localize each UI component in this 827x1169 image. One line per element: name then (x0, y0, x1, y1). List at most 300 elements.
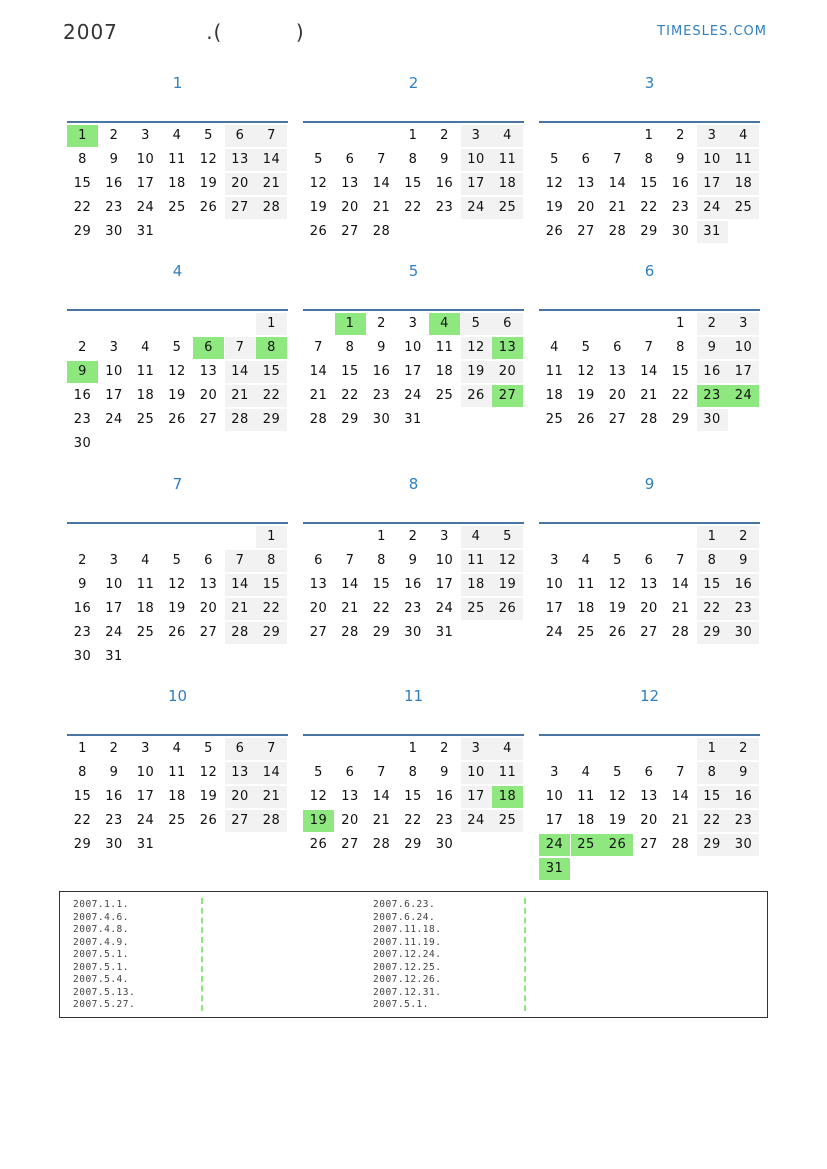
day-cell: 23 (372, 388, 391, 403)
month-grid (303, 734, 524, 852)
day-cell: 1 (408, 128, 418, 143)
day-cell: 18 (545, 388, 564, 403)
day-cell: 21 (309, 388, 328, 403)
day-cell: 15 (341, 364, 359, 379)
day-cell: 12 (492, 550, 523, 572)
day-cell: 14 (256, 762, 287, 784)
day-cell: 8 (78, 765, 87, 780)
day-cell: 6 (613, 340, 622, 355)
day-cell: 1 (644, 128, 654, 143)
day-cell: 25 (571, 834, 602, 856)
day-cell: 1 (377, 529, 386, 544)
day-cell: 28 (341, 625, 359, 640)
legend-entry: 2007.11.18. (373, 924, 442, 935)
day-cell: 5 (204, 741, 213, 756)
day-cell: 22 (697, 598, 728, 620)
holiday-legend (59, 891, 768, 1018)
day-cell: 14 (341, 577, 359, 592)
day-cell: 10 (105, 577, 123, 592)
day-cell: 23 (728, 598, 759, 620)
day-cell: 17 (545, 813, 564, 828)
day-cell: 30 (73, 436, 92, 451)
month-calendar (67, 261, 288, 451)
day-cell: 4 (581, 765, 591, 780)
day-cell: 20 (341, 200, 359, 215)
day-cell: 14 (309, 364, 328, 379)
day-cell: 25 (136, 625, 155, 640)
day-cell: 4 (581, 553, 591, 568)
day-cell: 27 (577, 224, 595, 239)
day-cell: 11 (168, 152, 186, 167)
day-cell: 20 (199, 388, 218, 403)
month-calendar (539, 474, 760, 640)
day-cell: 9 (440, 152, 449, 167)
day-cell: 5 (204, 128, 213, 143)
legend-entry: 2007.4.8. (73, 924, 129, 935)
legend-entry: 2007.4.9. (73, 936, 129, 948)
day-cell: 26 (168, 412, 186, 427)
month-grid (539, 522, 760, 640)
day-cell: 19 (608, 813, 627, 828)
month-grid (67, 309, 288, 451)
day-cell: 29 (341, 412, 359, 427)
day-cell: 12 (199, 152, 218, 167)
day-cell: 1 (676, 316, 685, 331)
day-cell: 9 (728, 762, 759, 784)
day-cell: 23 (105, 200, 123, 215)
legend-entry: 2007.4.6. (73, 911, 129, 923)
day-cell: 13 (199, 577, 218, 592)
day-cell: 15 (73, 176, 92, 191)
month-calendar (539, 73, 760, 239)
day-cell: 31 (435, 625, 454, 640)
day-cell: 3 (440, 529, 449, 544)
legend-entry: 2007.12.31. (373, 986, 442, 998)
day-cell: 13 (341, 789, 359, 804)
day-cell: 16 (435, 176, 454, 191)
day-cell: 22 (697, 810, 728, 832)
day-cell: 23 (697, 385, 728, 407)
day-cell: 29 (73, 837, 92, 852)
day-cell: 8 (644, 152, 654, 167)
day-cell: 2 (440, 741, 449, 756)
day-cell: 8 (408, 765, 418, 780)
day-cell: 3 (461, 738, 492, 760)
day-cell: 26 (199, 813, 218, 828)
day-cell: 17 (105, 388, 123, 403)
day-cell: 12 (461, 337, 492, 359)
day-cell: 20 (492, 361, 523, 383)
day-cell: 1 (408, 741, 418, 756)
day-cell: 23 (73, 412, 92, 427)
day-cell: 18 (136, 601, 155, 616)
day-cell: 17 (136, 789, 155, 804)
day-cell: 26 (492, 598, 523, 620)
month-calendar (539, 261, 760, 427)
day-cell: 15 (73, 789, 92, 804)
month-grid (67, 121, 288, 239)
day-cell: 16 (697, 361, 728, 383)
day-cell: 19 (199, 789, 218, 804)
day-cell: 23 (73, 625, 92, 640)
day-cell: 31 (539, 858, 570, 880)
day-cell: 31 (136, 837, 155, 852)
day-cell: 6 (644, 765, 654, 780)
day-cell: 4 (141, 340, 150, 355)
month-calendar (67, 686, 288, 852)
day-cell: 18 (577, 813, 595, 828)
day-cell: 20 (225, 786, 256, 808)
day-cell: 9 (408, 553, 418, 568)
month-title: 8 (408, 475, 419, 493)
day-cell: 2 (440, 128, 449, 143)
day-cell: 26 (168, 625, 186, 640)
month-calendar (539, 686, 760, 876)
day-cell: 12 (545, 176, 564, 191)
day-cell: 13 (341, 176, 359, 191)
day-cell: 8 (256, 337, 287, 359)
day-cell: 15 (372, 577, 391, 592)
legend-divider (201, 898, 203, 1011)
day-cell: 19 (168, 601, 186, 616)
day-cell: 3 (461, 125, 492, 147)
day-cell: 9 (676, 152, 685, 167)
day-cell: 16 (404, 577, 422, 592)
day-cell: 11 (492, 149, 523, 171)
legend-entry: 2007.5.1. (73, 961, 129, 973)
day-cell: 13 (225, 149, 256, 171)
day-cell: 24 (105, 412, 123, 427)
day-cell: 13 (309, 577, 328, 592)
day-cell: 5 (613, 765, 622, 780)
day-cell: 30 (671, 224, 690, 239)
month-calendar (303, 686, 524, 852)
day-cell: 2 (78, 553, 87, 568)
day-cell: 31 (697, 221, 728, 243)
day-cell: 26 (545, 224, 564, 239)
legend-entry: 2007.1.1. (73, 899, 129, 910)
day-cell: 29 (372, 625, 391, 640)
day-cell: 24 (461, 810, 492, 832)
day-cell: 21 (372, 200, 391, 215)
day-cell: 4 (429, 313, 460, 335)
day-cell: 15 (671, 364, 690, 379)
month-grid (539, 121, 760, 239)
day-cell: 29 (640, 224, 658, 239)
day-cell: 23 (435, 200, 454, 215)
day-cell: 10 (461, 149, 492, 171)
day-cell: 17 (697, 173, 728, 195)
day-cell: 17 (435, 577, 454, 592)
day-cell: 27 (199, 412, 218, 427)
day-cell: 20 (199, 601, 218, 616)
day-cell: 18 (492, 173, 523, 195)
day-cell: 9 (728, 550, 759, 572)
month-title: 10 (167, 687, 188, 705)
day-cell: 29 (256, 622, 287, 644)
day-cell: 24 (435, 601, 454, 616)
day-cell: 30 (105, 837, 123, 852)
day-cell: 10 (545, 577, 564, 592)
day-cell: 19 (461, 361, 492, 383)
day-cell: 25 (435, 388, 454, 403)
day-cell: 18 (728, 173, 759, 195)
day-cell: 22 (73, 813, 92, 828)
day-cell: 16 (435, 789, 454, 804)
day-cell: 19 (492, 574, 523, 596)
legend-entry: 2007.6.23. (373, 899, 436, 910)
day-cell: 28 (671, 625, 690, 640)
day-cell: 14 (256, 149, 287, 171)
day-cell: 12 (309, 789, 328, 804)
day-cell: 11 (461, 550, 492, 572)
day-cell: 21 (372, 813, 391, 828)
day-cell: 25 (461, 598, 492, 620)
day-cell: 4 (728, 125, 759, 147)
legend-entry: 2007.5.4. (73, 974, 129, 985)
day-cell: 26 (199, 200, 218, 215)
day-cell: 27 (225, 197, 256, 219)
day-cell: 21 (640, 388, 658, 403)
day-cell: 26 (309, 224, 328, 239)
day-cell: 2 (109, 128, 119, 143)
day-cell: 10 (404, 340, 422, 355)
day-cell: 8 (78, 152, 87, 167)
legend-entry: 2007.11.19. (373, 936, 442, 948)
day-cell: 12 (199, 765, 218, 780)
day-cell: 30 (728, 622, 759, 644)
day-cell: 16 (728, 574, 759, 596)
legend-divider (524, 898, 526, 1011)
day-cell: 20 (341, 813, 359, 828)
day-cell: 29 (671, 412, 690, 427)
day-cell: 24 (105, 625, 123, 640)
day-cell: 2 (697, 313, 728, 335)
day-cell: 3 (109, 340, 119, 355)
day-cell: 9 (440, 765, 449, 780)
day-cell: 8 (256, 550, 287, 572)
day-cell: 24 (545, 625, 564, 640)
day-cell: 17 (136, 176, 155, 191)
day-cell: 2 (377, 316, 386, 331)
day-cell: 22 (404, 813, 422, 828)
day-cell: 27 (608, 412, 627, 427)
day-cell: 11 (545, 364, 564, 379)
day-cell: 8 (377, 553, 386, 568)
day-cell: 5 (172, 340, 182, 355)
day-cell: 15 (256, 361, 287, 383)
legend-column-left (73, 899, 135, 1012)
day-cell: 12 (168, 577, 186, 592)
day-cell: 14 (608, 176, 627, 191)
month-grid (67, 734, 288, 852)
day-cell: 11 (492, 762, 523, 784)
day-cell: 5 (461, 313, 492, 335)
day-cell: 22 (341, 388, 359, 403)
day-cell: 3 (141, 741, 150, 756)
day-cell: 7 (676, 765, 685, 780)
day-cell: 6 (644, 553, 654, 568)
day-cell: 20 (577, 200, 595, 215)
day-cell: 27 (640, 625, 658, 640)
day-cell: 27 (640, 837, 658, 852)
day-cell: 15 (697, 786, 728, 808)
day-cell: 17 (461, 786, 492, 808)
day-cell: 18 (168, 176, 186, 191)
day-cell: 2 (676, 128, 685, 143)
day-cell: 9 (109, 152, 119, 167)
day-cell: 12 (309, 176, 328, 191)
month-title: 2 (408, 74, 419, 92)
day-cell: 25 (136, 412, 155, 427)
day-cell: 28 (640, 412, 658, 427)
legend-entry: 2007.5.13. (73, 986, 136, 998)
month-title: 12 (639, 687, 660, 705)
day-cell: 28 (372, 224, 391, 239)
day-cell: 20 (309, 601, 328, 616)
day-cell: 6 (225, 738, 256, 760)
day-cell: 4 (492, 125, 523, 147)
day-cell: 2 (728, 526, 759, 548)
day-cell: 6 (225, 125, 256, 147)
day-cell: 6 (492, 313, 523, 335)
day-cell: 26 (309, 837, 328, 852)
day-cell: 3 (550, 765, 559, 780)
day-cell: 9 (697, 337, 728, 359)
day-cell: 7 (377, 765, 386, 780)
day-cell: 10 (136, 152, 155, 167)
day-cell: 23 (671, 200, 690, 215)
day-cell: 24 (136, 200, 155, 215)
day-cell: 6 (314, 553, 323, 568)
day-cell: 20 (640, 601, 658, 616)
page-title: 2007 .( ) (63, 20, 305, 44)
day-cell: 27 (309, 625, 328, 640)
month-calendar (303, 73, 524, 239)
legend-entry: 2007.12.24. (373, 949, 442, 960)
day-cell: 7 (377, 152, 386, 167)
day-cell: 16 (73, 388, 92, 403)
day-cell: 20 (225, 173, 256, 195)
day-cell: 31 (404, 412, 422, 427)
day-cell: 18 (492, 786, 523, 808)
month-title: 7 (172, 475, 183, 493)
day-cell: 10 (136, 765, 155, 780)
day-cell: 1 (697, 526, 728, 548)
day-cell: 27 (341, 837, 359, 852)
day-cell: 25 (168, 200, 186, 215)
day-cell: 5 (314, 765, 323, 780)
day-cell: 28 (608, 224, 627, 239)
day-cell: 27 (199, 625, 218, 640)
day-cell: 3 (408, 316, 418, 331)
day-cell: 23 (404, 601, 422, 616)
day-cell: 8 (676, 340, 685, 355)
day-cell: 1 (78, 741, 87, 756)
brand-link[interactable]: TIMESLES.COM (657, 24, 767, 39)
day-cell: 3 (697, 125, 728, 147)
day-cell: 12 (608, 577, 627, 592)
day-cell: 11 (435, 340, 454, 355)
day-cell: 8 (408, 152, 418, 167)
month-calendar (67, 474, 288, 664)
day-cell: 11 (136, 364, 155, 379)
day-cell: 13 (225, 762, 256, 784)
day-cell: 30 (697, 409, 728, 431)
day-cell: 20 (608, 388, 627, 403)
day-cell: 18 (136, 388, 155, 403)
day-cell: 14 (225, 361, 256, 383)
day-cell: 30 (435, 837, 454, 852)
day-cell: 15 (256, 574, 287, 596)
day-cell: 23 (105, 813, 123, 828)
day-cell: 19 (168, 388, 186, 403)
day-cell: 24 (728, 385, 759, 407)
day-cell: 9 (78, 577, 87, 592)
day-cell: 7 (676, 553, 685, 568)
day-cell: 14 (640, 364, 658, 379)
day-cell: 4 (492, 738, 523, 760)
day-cell: 8 (345, 340, 355, 355)
day-cell: 1 (256, 526, 287, 548)
legend-entry: 2007.12.26. (373, 974, 442, 985)
day-cell: 23 (728, 810, 759, 832)
day-cell: 4 (141, 553, 150, 568)
legend-entry: 2007.12.25. (373, 961, 442, 973)
day-cell: 10 (728, 337, 759, 359)
day-cell: 13 (608, 364, 627, 379)
day-cell: 15 (404, 789, 422, 804)
day-cell: 22 (671, 388, 690, 403)
day-cell: 4 (461, 526, 492, 548)
day-cell: 27 (492, 385, 523, 407)
day-cell: 19 (577, 388, 595, 403)
day-cell: 7 (225, 337, 256, 359)
day-cell: 3 (728, 313, 759, 335)
day-cell: 28 (225, 622, 256, 644)
day-cell: 13 (577, 176, 595, 191)
day-cell: 20 (640, 813, 658, 828)
month-calendar (303, 261, 524, 427)
day-cell: 19 (545, 200, 564, 215)
day-cell: 14 (225, 574, 256, 596)
day-cell: 8 (697, 550, 728, 572)
day-cell: 22 (640, 200, 658, 215)
day-cell: 7 (644, 340, 654, 355)
day-cell: 24 (404, 388, 422, 403)
day-cell: 6 (345, 765, 355, 780)
month-grid (539, 309, 760, 427)
month-title: 9 (644, 475, 655, 493)
month-title: 6 (644, 262, 655, 280)
legend-entry: 2007.6.24. (373, 911, 436, 923)
day-cell: 29 (256, 409, 287, 431)
day-cell: 12 (577, 364, 595, 379)
day-cell: 7 (225, 550, 256, 572)
day-cell: 10 (697, 149, 728, 171)
month-grid (303, 309, 524, 427)
day-cell: 26 (602, 834, 633, 856)
day-cell: 17 (105, 601, 123, 616)
day-cell: 30 (728, 834, 759, 856)
day-cell: 6 (581, 152, 591, 167)
day-cell: 28 (225, 409, 256, 431)
day-cell: 27 (225, 810, 256, 832)
day-cell: 6 (193, 337, 224, 359)
day-cell: 28 (256, 197, 287, 219)
day-cell: 8 (697, 762, 728, 784)
day-cell: 2 (78, 340, 87, 355)
